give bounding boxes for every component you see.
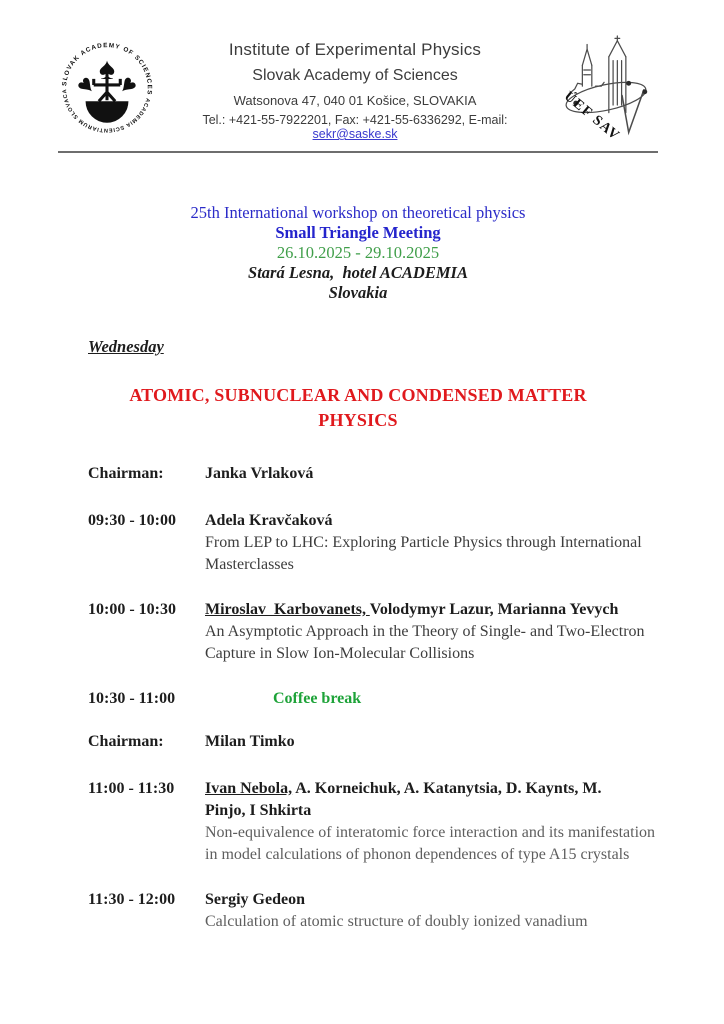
speakers: Ivan Nebola, A. Korneichuk, A. Katanytsia, D. Kaynts, M. Pinjo, I Shkirta bbox=[205, 780, 606, 819]
event-country: Slovakia bbox=[328, 283, 388, 302]
letterhead bbox=[58, 34, 658, 147]
seal-ring-text-top: SLOVAK ACADEMY OF SCIENCES bbox=[61, 42, 153, 96]
schedule bbox=[88, 463, 658, 933]
email-link[interactable]: sekr@saske.sk bbox=[312, 127, 398, 141]
slovak-academy-seal-logo bbox=[58, 39, 156, 142]
time-slot: 11:00 - 11:30 bbox=[88, 780, 175, 797]
event-dates: 26.10.2025 - 29.10.2025 bbox=[276, 243, 440, 262]
talk-title: An Asymptotic Approach in the Theory of Single- and Two-Electron Capture in Slow Ion-Molecular Collisions bbox=[205, 623, 649, 662]
header-divider bbox=[58, 151, 658, 153]
day-heading: Wednesday bbox=[88, 337, 164, 356]
contact-line bbox=[160, 113, 550, 141]
svg-text:♥: ♥ bbox=[70, 69, 102, 101]
chairman-row bbox=[88, 463, 658, 485]
uef-sav-sketch-icon bbox=[554, 34, 658, 142]
academy-name: Slovak Academy of Sciences bbox=[252, 67, 458, 84]
chairman-name: Janka Vrlaková bbox=[205, 465, 314, 482]
talk-row bbox=[88, 599, 658, 665]
talk-row bbox=[88, 889, 658, 933]
institute-name: Institute of Experimental Physics bbox=[228, 40, 482, 59]
uef-sav-label: ÚEF SAV bbox=[560, 88, 624, 142]
contact-prefix: Tel.: +421-55-7922201, Fax: +421-55-6336292, E-mail: bbox=[202, 113, 511, 127]
seal-ring-text-bottom: ACADEMIA SCIENTIARUM SLOVACA bbox=[62, 88, 151, 133]
chairman-row bbox=[88, 731, 658, 753]
uef-sav-logo bbox=[554, 34, 658, 147]
meeting-name: Small Triangle Meeting bbox=[275, 223, 441, 242]
talk-title: Non-equivalence of interatomic force interaction and its manifestation in model calculations of phonon dependences of type A15 crystals bbox=[205, 824, 660, 863]
speakers: Adela Kravčaková bbox=[205, 512, 333, 529]
svg-text:♥: ♥ bbox=[112, 69, 144, 101]
letterhead-text bbox=[156, 40, 554, 141]
svg-text:♠: ♠ bbox=[98, 51, 116, 86]
time-slot: 11:30 - 12:00 bbox=[88, 891, 176, 908]
coffee-break-row bbox=[88, 688, 658, 710]
academy-seal-icon bbox=[58, 39, 156, 137]
session-title: ATOMIC, SUBNUCLEAR AND CONDENSED MATTER PHYSICS bbox=[129, 385, 587, 430]
workshop-line: 25th International workshop on theoretical physics bbox=[190, 203, 526, 222]
talk-row bbox=[88, 510, 658, 576]
chairman-label: Chairman: bbox=[88, 733, 164, 750]
chairman-name: Milan Timko bbox=[205, 733, 295, 750]
event-title-block bbox=[58, 203, 658, 303]
time-slot: 10:30 - 11:00 bbox=[88, 690, 176, 707]
coffee-break-label: Coffee break bbox=[273, 690, 362, 707]
event-venue: Stará Lesna, hotel ACADEMIA bbox=[248, 263, 468, 282]
talk-title: From LEP to LHC: Exploring Particle Physics through International Masterclasses bbox=[205, 534, 650, 573]
time-slot: 09:30 - 10:00 bbox=[88, 512, 176, 529]
talk-row bbox=[88, 778, 658, 866]
chairman-label: Chairman: bbox=[88, 465, 164, 482]
talk-title: Calculation of atomic structure of doubly ionized vanadium bbox=[205, 913, 588, 930]
institute-address: Watsonova 47, 040 01 Košice, SLOVAKIA bbox=[233, 93, 477, 108]
speakers: Sergiy Gedeon bbox=[205, 891, 305, 908]
speakers: Miroslav Karbovanets, Volodymyr Lazur, Marianna Yevych bbox=[205, 601, 619, 618]
time-slot: 10:00 - 10:30 bbox=[88, 601, 176, 618]
